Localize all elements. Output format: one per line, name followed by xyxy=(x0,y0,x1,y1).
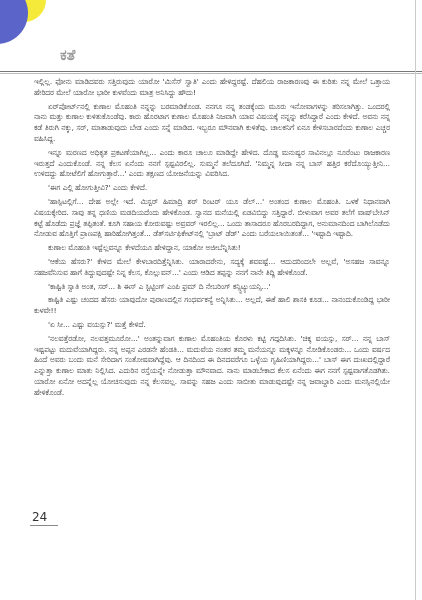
paragraph: ಏರ್‌ಪೋರ್ಟ್‌ನಲ್ಲಿ ಕುಣಾಲ ಮೊಹಂತಿ ನನ್ನನ್ನು ಬರಮಾಡಿಕೊಂಡ. ನನಗೂ ನನ್ನ ತಂಡಕ್ಕೆಂದು ಮೂರು ಇನೋವಾಗಳನ್ನು ತರಿಸಲಾಗಿತ್ತು. ಒಂದರಲ್ಲಿ ನಾನು ಮತ್ತು ಕುಣಾಲ ಕುಳಿತುಕೊಂಡೆವು. ಕಾರು ಹೊರಟಾಗ ಕುಣಾಲ ಮೊಹಂತಿ ನಿಜವಾಗಿ ಯಾವ ವಿಷಯಕ್ಕೆ ನನ್ನನ್ನು ಕರೆಸಿದ್ದಾರೆ ಎಂದು ಕೇಳಿದೆ. ಅವನು ನನ್ನ ಕಡೆ ತಿರುಗಿ ನಕ್ಕು, ಸರ್, ಮಾತಾಡುವುದು ಬೇಡ ಎಂದು ಸನ್ನೆ ಮಾಡಿದ. ಇಬ್ಬರೂ ಮೌನವಾಗಿ ಕುಳಿತೆವು. ಚಾಲಕನಿಗೆ ಏನೂ ಕೇಳಿಸಬಾರದೆಂದು ಕುಣಾಲ ಎಚ್ಚರ ವಹಿಸಿದ್ದ. xyxy=(34,101,390,143)
corner-decoration xyxy=(0,0,60,60)
footer-divider xyxy=(30,525,58,526)
page-edge-line xyxy=(415,0,416,600)
paragraph: 'ನಲವತ್ತೆರಡೋ, ನಲವತ್ತಮೂರೋ...' ಅಂತನ್ನುವಾಗ ಕುಣಾಲ ಮೊಹಂತಿಯ ಕೊರಳು ಕಟ್ಟಿ ಗದ್ಗದಿಸಿತು. 'ಚಿಕ್ಕ ವಯಸ್ಸು, ಸರ್... ನನ್ನ ಬಾಸ್ ಇಷ್ಟಪಟ್ಟು ಮದುವೆಯಾಗಿದ್ದರು. ನನ್ನ ಅಪ್ಪನ ಎರಡನೇ ಹೆಂಡತಿ... ಮದುವೆಯ ನಂತರ ತಮ್ಮ ಮನೆಯನ್ನೂ ಮಕ್ಕಳನ್ನೂ ನೋಡಿಕೊಂಡರು... ಒಂದು ವರ್ಷದ ಹಿಂದೆ ಅವರು ಬಂದು ಮನೆ ಸೇರಿದಾಗ ಸಂತೋಷವಾಗಿದ್ದೆವು. ಆ ದಿನದಿಂದ ಈ ದಿನದವರೆಗೂ ಒಳ್ಳೆಯ ಗೃಹಿಣಿಯಾಗಿದ್ದರು...' ಬಾಸ್ ಈಗ ದುಃಖದಲ್ಲಿದ್ದಾರೆ ಎನ್ನುತ್ತಾ ಕುಣಾಲ ಮಾತು ನಿಲ್ಲಿಸಿದ. ಎದುರಿನ ರಸ್ತೆಯನ್ನೇ ನೋಡುತ್ತಾ ಮೌನವಾದ. ನಾನು ಮಾಡಬೇಕಾದ ಕೆಲಸ ಏನೆಂದು ಈಗ ನನಗೆ ಸ್ಪಷ್ಟವಾಗತೊಡಗಿತು. ಯಾರೋ ಏನೋ ಅದನ್ನೆಲ್ಲ ಯೋಚಿಸುವುದು ನನ್ನ ಕೆಲಸವಲ್ಲ. ಸಾವನ್ನು ಸಹಜ ಎಂದು ಸಾಬೀತು ಮಾಡುವುದಷ್ಟೇ ನನ್ನ ಜವಾಬ್ದಾರಿ ಎಂದು ಮನಸ್ಸಿನಲ್ಲಿಯೇ ಹೇಳಿಕೊಂಡೆ. xyxy=(34,333,390,397)
blue-circle-decoration xyxy=(0,0,28,44)
paragraph: 'ಆಕೆಯ ಹೆಸರು?' ಕೇಳಿದ ಮೇಲೆ ಕೇಳಬಾರದಿತ್ತೆನ್ನಿಸಿತು. ಯಾರಾದರೇನು, ಸದ್ಯಕ್ಕೆ ಶವವಷ್ಟೆ... ಆದುದರಿಂದಲೇ ಅಲ್ಲವೆ, 'ಅಸಹಜ ಸಾವನ್ನೂ ಸಹಜವೆನಿಸುವ ಹಾಗೆ ತಿದ್ದುವುದಷ್ಟೇ ನಿನ್ನ ಕೆಲಸ, ಕೊಲ್ಲುವನ್...' ಎಂದು ಆಡಿದ ತಪ್ಪನ್ನು ನನಗೆ ನಾನೇ ತಿದ್ದಿ ಹೇಳಿಕೊಂಡೆ. xyxy=(34,256,390,277)
section-title: ಕತೆ xyxy=(60,46,76,64)
paragraph: 'ಏ ಸೀ... ಎಷ್ಟು ವಯಸ್ಸು?' ಮತ್ತೆ ಕೇಳಿದೆ. xyxy=(48,319,146,329)
paragraph: 'ಈಗ ಎಲ್ಲಿ ಹೋಗುತ್ತೀವಿ?' ಎಂದು ಕೇಳಿದೆ. xyxy=(48,183,148,193)
paragraph: ಇನ್ನೂ ಮರಣದ ಅಧಿಕೃತ ಪ್ರಕಟಣೆಯಾಗಿಲ್ಲ... ಎಂದು ಕಾರೂ ಚಾಲೂ ಮಾಡಿದ್ದೇ ಹೇಳಿದ. ದೊಡ್ಡ ಮನುಷ್ಯರ ಸಾವಿನಲ್ಲೂ ನೂರೆಂಟು ರಾಜಕಾರಣ ಇರುತ್ತದೆ ಎಂದುಕೊಂಡೆ. ನನ್ನ ಕೆಲಸ ಏನೆಂದು ನನಗೆ ಸ್ಪಷ್ಟವಿರಲಿಲ್ಲ. ಸುಮ್ಮನೆ ತಲೆದೂಗಿದೆ. 'ನಿಮ್ಮನ್ನ ಸೀದಾ ನನ್ನ ಬಾಸ್ ಹತ್ತಿರ ಕರೆದೊಯ್ಯುತ್ತೀನಿ... ಉಳಿದದ್ದು ಹೋಟೆಲಿಗೆ ಹೋಗುತ್ತಾರೆ...' ಎಂದು ತಕ್ಷಣದ ಯೋಜನೆಯನ್ನು ವಿವರಿಸಿದ. xyxy=(34,147,390,179)
article-body xyxy=(34,77,390,507)
header-divider-secondary xyxy=(0,73,422,74)
paragraph: ಇಲ್ಲಿಲ್ಲ. ಫೋನು ಮಾಡಿದವರು ಸತ್ತಿರುವುದು ಯಾರೋ 'ಮಿಸೆಸ್ ಸ್ವಾತಿ' ಎಂದು ಹೇಳಿದ್ದರಷ್ಟೆ. ದೆಹಲಿಯ ರಾಜಕಾರಣವು ಈ ಕುರಿತು ನನ್ನ ಮೇಲೆ ಒತ್ತಾಯ ಹೇರಿದರ ಮೇಲೆ ಯಾರೋ ಭಾರೀ ಕುಳವೆಂದು ಮಾತ್ರ ಅನಿಸಿದ್ದು ಹೌದು! xyxy=(34,77,390,97)
paragraph: ಕುಣಾಲ ಮೊಹಂತಿ ಇಷ್ಟೆಲ್ಲವನ್ನೂ ಕೇಳದೆಯೂ ಹೇಳಿದ್ದಾನ, ಯಾಕೋ ಅಜೀಬೆನ್ನಿಸಿತು! xyxy=(48,243,241,253)
header-divider xyxy=(0,71,422,72)
paragraph: ಕಾಷ್ಟಿತಿ ಎಷ್ಟು ಚಂದದ ಹೆಸರು ಯಾವುದೋ ಪುರಾಣದಲ್ಲಿನ ಗಂಧರ್ವಕನ್ಯೆ ಅನ್ನಿಸಿತು... ಅಲ್ಲದೆ, ಈಕೆ ಹಾಲಿ ಶಾಸಕಿ ಕೂಡ... ನಾನಂದುಕೊಂಡಿದ್ದ ಭಾರೀ ಕುಳವೇ!! xyxy=(34,295,390,316)
paragraph: 'ಹಾಸ್ಪಿಟಲ್ಲಿಗೆ... ದೇಹ ಅಲ್ಲೇ ಇದೆ. ಮಿಸ್ಟರ್ ಹಿಮಾದ್ರಿ ಶರ್ ರಿಂಟರ್ ಯೂ ಡೆಲ್...' ಅಂತಂದ ಕುಣಾಲ ಮೊಹಂತಿ. ಒಳಕೆ ನಿಧಾನವಾಗಿ ವಿಷಯಕ್ಕೇರಿದ. ಸಾವು ತನ್ನ ಧಣಿಯ ಮಡದಿಯದೆಂದು ಹೇಳಿಕೊಂಡ. ಸ್ವಾನದ ಮನೆಯಲ್ಲಿ ಏಡವಿಬಿದ್ದು ಸತ್ತಿದ್ದಾರೆ. ಬೀಳುವಾಗ ಅವರ ತಲೆಗೆ ವಾಷ್‌ಬೇಸಿನ್ ಕಟ್ಟೆ ಹೊಡೆದು ಪ್ರಜ್ಞೆ ತಪ್ಪಿತಂತೆ. ಕೂಗಿ ಸಹಾಯ ಕೋರುವಷ್ಟು ಅವ್ರವರ್ ಇರಲಿಲ್ಲ... ಒಂದು ತಾಸಾದರೂ ಹೊರಬರದಿದ್ದಾಗ, ಅನುಮಾನದಿಂದ ಬಾಗಿಲೊಡೆದು ನೋಡುವ ಹೊತ್ತಿಗೆ ಪ್ರಾಣಪಕ್ಷಿ ಹಾರಿಹೋಗಿತ್ತಂತೆ... ಡೆತ್‌ಸರ್ಟಿಫಿಕೇಟ್‌ನಲ್ಲಿ 'ಬ್ರಾಟ್ ಡೆಡ್' ಎಂದು ಬರೆಯಲಾಯಿತಂತೆ... 'ಇಷ್ಟಾದಿ ಇಷ್ಟಾದಿ. xyxy=(34,196,390,239)
page-number: 24 xyxy=(32,510,48,524)
paragraph: 'ಕಾಷ್ಟಿತಿ ಸ್ವಾತಿ ಅಂತ, ಸರ್... ಶಿ ಈಸ್ ಎ ಸ್ಟಿಟ್ಟಿಂಗ್ ಎಂಪಿ ಫ್ರಮ್ ದಿ ನೇಬರಿಂಗ್ ಕನ್ಸ್ಟಿಟ್ಯುಯನ್ಸಿ...' xyxy=(48,281,271,291)
